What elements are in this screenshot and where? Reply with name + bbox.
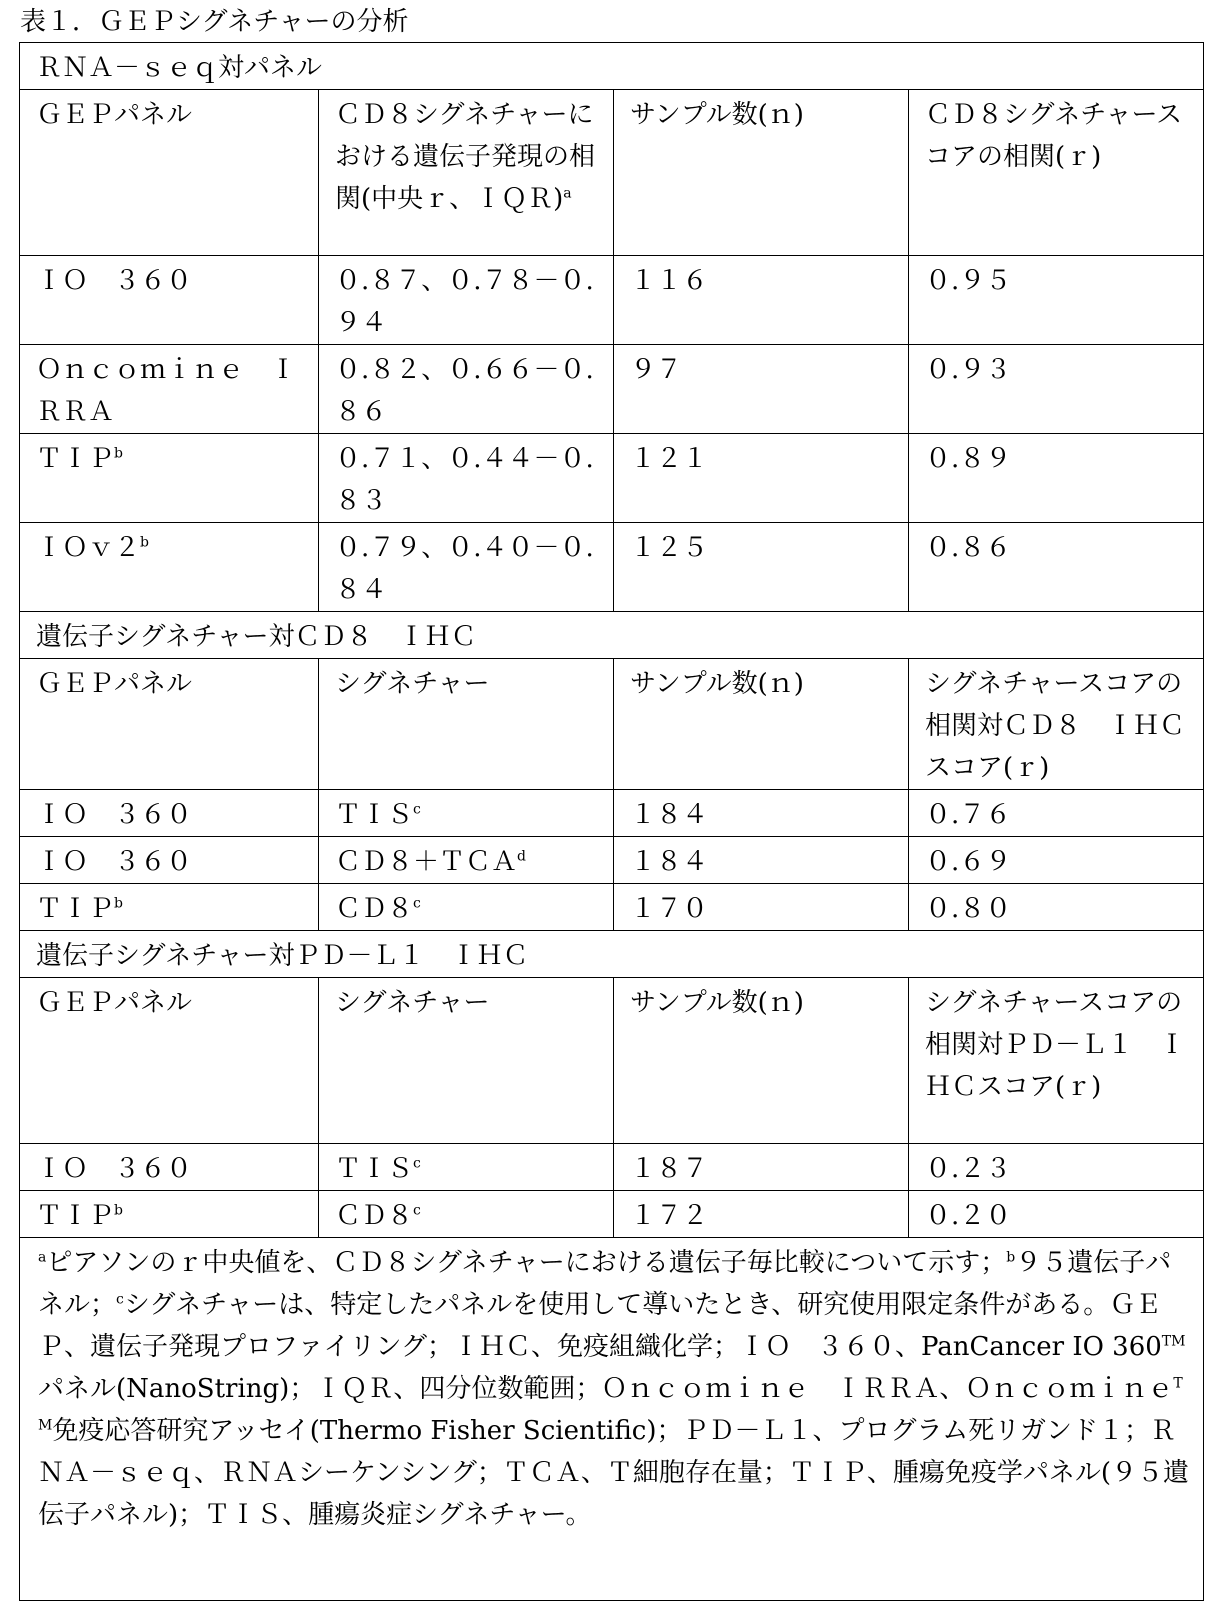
column-header bbox=[614, 978, 909, 1144]
footnote-marker: b bbox=[114, 1202, 123, 1218]
table-cell bbox=[20, 345, 319, 434]
table-cell bbox=[319, 1144, 614, 1191]
footnote-marker: d bbox=[517, 848, 526, 864]
table-cell-text: ＴＩＳ bbox=[335, 1154, 413, 1184]
column-header bbox=[20, 659, 319, 790]
table-row bbox=[20, 256, 1204, 345]
footnote-marker: c bbox=[413, 895, 421, 911]
table-cell bbox=[614, 837, 909, 884]
column-header-row bbox=[20, 659, 1204, 790]
table-cell bbox=[909, 523, 1204, 612]
section-title: ＲＮＡ－ｓｅｑ対パネル bbox=[20, 43, 1204, 90]
column-header-text: ＧＥＰパネル bbox=[36, 669, 192, 699]
section-header-row bbox=[20, 43, 1204, 90]
table-row bbox=[20, 523, 1204, 612]
table-cell bbox=[20, 523, 319, 612]
table-row bbox=[20, 837, 1204, 884]
column-header bbox=[909, 659, 1204, 790]
table-cell-text: ０.６９ bbox=[925, 847, 1011, 877]
column-header bbox=[614, 659, 909, 790]
table-cell bbox=[319, 434, 614, 523]
column-header bbox=[319, 90, 614, 256]
column-header-text: シグネチャー bbox=[335, 669, 489, 699]
table-cell bbox=[909, 345, 1204, 434]
table-cell bbox=[319, 837, 614, 884]
table-cell bbox=[614, 434, 909, 523]
table-cell-text: ０.７９、０.４０－０.８４ bbox=[335, 533, 594, 605]
table-cell-text: ０.８０ bbox=[925, 894, 1011, 924]
section-title: 遺伝子シグネチャー対ＰＤ－Ｌ１ ＩＨＣ bbox=[20, 931, 1204, 978]
table-cell-text: ０.２３ bbox=[925, 1154, 1011, 1184]
footnote-marker: b bbox=[1006, 1249, 1015, 1265]
column-header-text: サンプル数(ｎ) bbox=[630, 988, 804, 1018]
footnotes bbox=[20, 1238, 1204, 1601]
table-cell-text: ０.９３ bbox=[925, 355, 1011, 385]
table-cell bbox=[909, 837, 1204, 884]
table-row bbox=[20, 345, 1204, 434]
table-cell-text: １７２ bbox=[630, 1201, 708, 1231]
column-header-row bbox=[20, 978, 1204, 1144]
column-header-text: ＧＥＰパネル bbox=[36, 100, 192, 130]
footnote-marker: TM bbox=[1162, 1333, 1186, 1349]
table-cell bbox=[614, 1191, 909, 1238]
table-cell bbox=[319, 256, 614, 345]
footnote-text: ピアソンのｒ中央値を、ＣＤ８シグネチャーにおける遺伝子毎比較について示す； bbox=[46, 1248, 1006, 1278]
table-cell-text: ０.８６ bbox=[925, 533, 1011, 563]
footnote-marker: c bbox=[413, 801, 421, 817]
table-cell bbox=[20, 884, 319, 931]
table-cell-text: ＣＤ８ bbox=[335, 1201, 413, 1231]
footnote-marker: b bbox=[140, 534, 149, 550]
footnote-text: ９５遺伝子パネル； bbox=[38, 1248, 1171, 1320]
table-cell-text: ０.７６ bbox=[925, 800, 1011, 830]
table-cell-text: ＩＯ ３６０ bbox=[36, 1154, 192, 1184]
table-cell bbox=[319, 790, 614, 837]
table-cell-text: ＴＩＰ bbox=[36, 894, 114, 924]
table-cell bbox=[20, 1191, 319, 1238]
column-header-text: ＣＤ８シグネチャースコアの相関(ｒ) bbox=[925, 100, 1182, 172]
footnote-marker: c bbox=[413, 1202, 421, 1218]
column-header-row bbox=[20, 90, 1204, 256]
column-header-text: ＧＥＰパネル bbox=[36, 988, 192, 1018]
table-cell-text: ＴＩＰ bbox=[36, 444, 114, 474]
table-cell bbox=[20, 256, 319, 345]
table-cell bbox=[20, 790, 319, 837]
table-cell bbox=[614, 345, 909, 434]
section-header-row bbox=[20, 931, 1204, 978]
table-row bbox=[20, 1191, 1204, 1238]
table-cell bbox=[909, 1191, 1204, 1238]
table-cell-text: ＣＤ８ bbox=[335, 894, 413, 924]
table-cell-text: １１６ bbox=[630, 266, 708, 296]
table-cell bbox=[614, 256, 909, 345]
table-cell-text: １７０ bbox=[630, 894, 708, 924]
table-cell bbox=[614, 1144, 909, 1191]
table-cell bbox=[909, 1144, 1204, 1191]
table-cell-text: ＩＯ ３６０ bbox=[36, 266, 192, 296]
column-header bbox=[319, 978, 614, 1144]
footnote-marker: a bbox=[563, 185, 571, 201]
table-row bbox=[20, 790, 1204, 837]
footnote-marker: b bbox=[114, 895, 123, 911]
table-row bbox=[20, 434, 1204, 523]
table-cell-text: ０.８９ bbox=[925, 444, 1011, 474]
footnote-text: シグネチャーは、特定したパネルを使用して導いたとき、研究使用限定条件がある。ＧＥＰ、遺伝子発現プロファイリング；ＩＨＣ、免疫組織化学；ＩＯ ３６０、PanCancer IO 360 bbox=[38, 1290, 1162, 1362]
table-cell-text: ＩＯ ３６０ bbox=[36, 800, 192, 830]
table-cell-text: ０.７１、０.４４－０.８３ bbox=[335, 444, 594, 516]
column-header bbox=[20, 978, 319, 1144]
table-cell bbox=[614, 790, 909, 837]
footnote-text: 免疫応答研究アッセイ(Thermo Fisher Scientific)；ＰＤ－Ｌ１、プログラム死リガンド１；ＲＮＡ－ｓｅｑ、ＲＮＡシーケンシング；ＴＣＡ、Ｔ細胞存在量；ＴＩＰ、腫瘍免疫学パネル(９５遺伝子パネル)；ＴＩＳ、腫瘍炎症シグネチャー。 bbox=[38, 1416, 1189, 1530]
column-header-text: シグネチャー bbox=[335, 988, 489, 1018]
footnote-marker: TM bbox=[38, 1375, 1183, 1433]
column-header-text: シグネチャースコアの相関対ＣＤ８ ＩＨＣスコア(ｒ) bbox=[925, 669, 1185, 783]
column-header bbox=[20, 90, 319, 256]
table-cell-text: １２１ bbox=[630, 444, 708, 474]
table-cell-text: ＩＯ ３６０ bbox=[36, 847, 192, 877]
table-cell bbox=[319, 523, 614, 612]
table-row bbox=[20, 884, 1204, 931]
table-cell-text: １２５ bbox=[630, 533, 708, 563]
footnote-row bbox=[20, 1238, 1204, 1601]
table-cell-text: ＩＯｖ２ bbox=[36, 533, 140, 563]
table-cell bbox=[319, 884, 614, 931]
table-cell-text: ０.８７、０.７８－０.９４ bbox=[335, 266, 594, 338]
gep-signature-table bbox=[19, 42, 1204, 1601]
column-header-text: シグネチャースコアの相関対ＰＤ－Ｌ１ ＩＨＣスコア(ｒ) bbox=[925, 988, 1185, 1102]
table-cell bbox=[909, 790, 1204, 837]
table-cell bbox=[614, 523, 909, 612]
table-cell bbox=[319, 345, 614, 434]
section-header-row bbox=[20, 612, 1204, 659]
table-cell bbox=[909, 884, 1204, 931]
column-header-text: ＣＤ８シグネチャーにおける遺伝子発現の相関(中央ｒ、ＩＱＲ) bbox=[335, 100, 595, 214]
footnote-text: パネル(NanoString)；ＩＱＲ、四分位数範囲；Ｏｎｃｏｍｉｎｅ ＩＲＲＡ、Ｏｎｃｏｍｉｎｅ bbox=[38, 1374, 1173, 1404]
table-cell-text: ＴＩＰ bbox=[36, 1201, 114, 1231]
table-cell bbox=[20, 434, 319, 523]
table-cell-text: Ｏｎｃｏｍｉｎｅ ＩＲＲＡ bbox=[36, 355, 296, 427]
table-title: 表１．ＧＥＰシグネチャーの分析 bbox=[20, 4, 408, 40]
table-cell bbox=[319, 1191, 614, 1238]
table-cell bbox=[20, 1144, 319, 1191]
column-header bbox=[909, 978, 1204, 1144]
table-cell bbox=[909, 434, 1204, 523]
table-cell-text: １８７ bbox=[630, 1154, 708, 1184]
table-row bbox=[20, 1144, 1204, 1191]
footnote-marker: a bbox=[38, 1249, 46, 1265]
column-header bbox=[909, 90, 1204, 256]
table-cell-text: ０.８２、０.６６－０.８６ bbox=[335, 355, 594, 427]
table-cell bbox=[909, 256, 1204, 345]
column-header-text: サンプル数(ｎ) bbox=[630, 669, 804, 699]
section-title: 遺伝子シグネチャー対ＣＤ８ ＩＨＣ bbox=[20, 612, 1204, 659]
table-cell-text: １８４ bbox=[630, 847, 708, 877]
table-cell bbox=[20, 837, 319, 884]
footnote-marker: c bbox=[413, 1155, 421, 1171]
column-header bbox=[614, 90, 909, 256]
footnote-marker: b bbox=[114, 445, 123, 461]
table-cell-text: ＣＤ８＋ＴＣＡ bbox=[335, 847, 517, 877]
table-cell-text: ０.９５ bbox=[925, 266, 1011, 296]
column-header-text: サンプル数(ｎ) bbox=[630, 100, 804, 130]
table-cell bbox=[614, 884, 909, 931]
footnote-marker: c bbox=[116, 1291, 124, 1307]
table-cell-text: ０.２０ bbox=[925, 1201, 1011, 1231]
column-header bbox=[319, 659, 614, 790]
table-cell-text: ９７ bbox=[630, 355, 682, 385]
table-cell-text: ＴＩＳ bbox=[335, 800, 413, 830]
table-cell-text: １８４ bbox=[630, 800, 708, 830]
